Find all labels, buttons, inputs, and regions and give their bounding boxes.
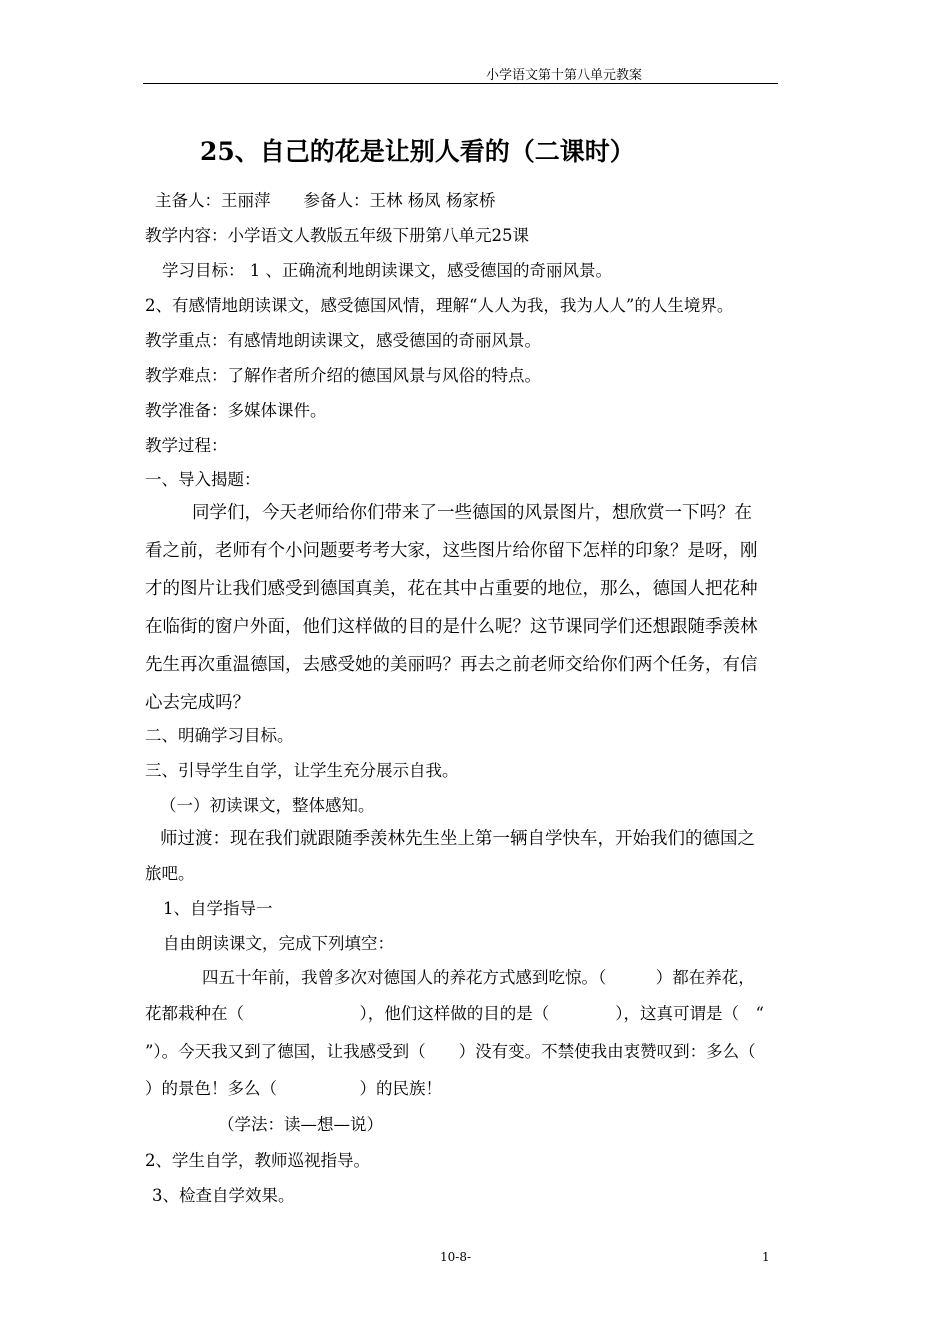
step-2-line: 2、学生自学，教师巡视指导。: [145, 1151, 370, 1170]
intro-para-line: 在临街的窗户外面，他们这样做的目的是什么呢？这节课同学们还想跟随季羡林: [145, 617, 758, 637]
intro-para-line: 看之前，老师有个小问题要考考大家，这些图片给你留下怎样的印象？是呀，刚: [145, 541, 758, 561]
lesson-title: 25、自己的花是让别人看的（二课时）: [200, 137, 635, 166]
subsection-heading: （一）初读课文，整体感知。: [160, 796, 375, 815]
page-header: 小学语文第十第八单元教案: [486, 68, 643, 83]
transition-line: 师过渡：现在我们就跟随季羡林先生坐上第一辆自学快车，开始我们的德国之: [160, 829, 755, 849]
intro-para-line: 心去完成吗？: [145, 693, 250, 713]
intro-para-line: 才的图片让我们感受到德国真美，花在其中占重要的地位，那么，德国人把花种: [145, 579, 758, 599]
header-rule: [143, 83, 778, 84]
section-1-heading: 一、导入揭题：: [145, 470, 261, 489]
intro-para-line: 先生再次重温德国，去感受她的美丽吗？再去之前老师交给你们两个任务，有信: [145, 655, 758, 675]
preparers-line: 主备人：王丽萍 参备人：王林 杨凤 杨家桥: [155, 191, 496, 210]
transition-line: 旅吧。: [145, 864, 195, 883]
page-number: 1: [762, 1250, 770, 1264]
intro-para-line: 同学们，今天老师给你们带来了一些德国的风景图片，想欣赏一下吗？在: [192, 503, 752, 523]
key-point-line: 教学重点：有感情地朗读课文，感受德国的奇丽风景。: [145, 331, 541, 350]
goal-line-2: 2、有感情地朗读课文，感受德国风情，理解“人人为我，我为人人”的人生境界。: [145, 296, 734, 315]
fill-blank-line: 花都栽种在（ ），他们这样做的目的是（ ），这真可谓是（ “: [145, 1004, 764, 1023]
step-3-line: 3、检查自学效果。: [152, 1186, 295, 1205]
preparation-line: 教学准备：多媒体课件。: [145, 401, 327, 420]
goal-line-1: 学习目标： 1 、正确流利地朗读课文，感受德国的奇丽风景。: [162, 261, 612, 280]
section-2-heading: 二、明确学习目标。: [145, 726, 294, 745]
process-heading: 教学过程：: [145, 436, 228, 455]
footer-left: 10-8-: [440, 1250, 472, 1264]
method-note: （学法：读—想—说）: [218, 1115, 383, 1134]
section-3-heading: 三、引导学生自学，让学生充分展示自我。: [145, 761, 459, 780]
fill-blank-line: 四五十年前，我曾多次对德国人的养花方式感到吃惊。（ ）都在养花，: [202, 968, 755, 987]
fill-blank-line: ）的景色！多么（ ）的民族！: [145, 1079, 442, 1098]
guide-heading: 1、自学指导一: [163, 899, 273, 918]
fill-blank-line: ”）。今天我又到了德国，让我感受到（ ）没有变。不禁使我由衷赞叹到：多么（: [145, 1042, 756, 1061]
difficulty-line: 教学难点：了解作者所介绍的德国风景与风俗的特点。: [145, 366, 541, 385]
content-line: 教学内容：小学语文人教版五年级下册第八单元25课: [145, 226, 529, 245]
instruction-line: 自由朗读课文，完成下列填空：: [163, 934, 394, 953]
